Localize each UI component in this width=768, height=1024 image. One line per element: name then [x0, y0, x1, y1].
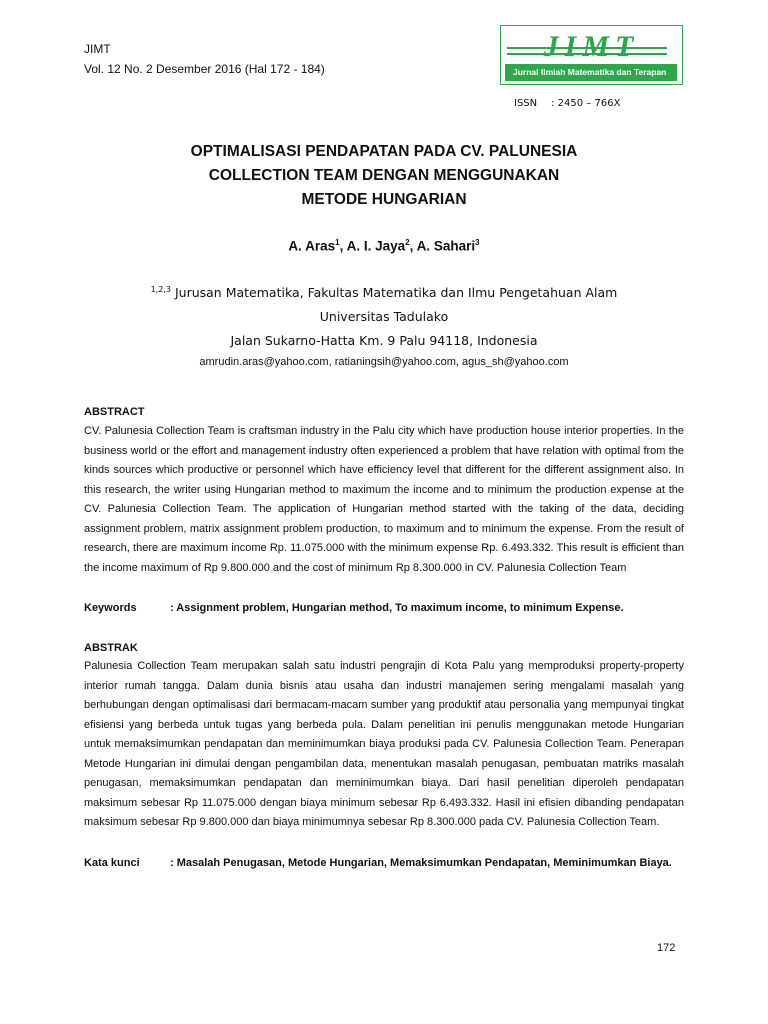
title-line: METODE HUNGARIAN [301, 191, 467, 208]
abstrak-heading: ABSTRAK [84, 642, 138, 654]
logo-text: JIMT [543, 30, 640, 63]
author-sup: 2 [405, 238, 410, 247]
abstract-text: CV. Palunesia Collection Team is craftsman industry in the Palu city which have production house interior properties. In the business world or the effort and management industry often experienced a problem that have relation with optimal from the kinds sources which productive or personnel which have efficiency level that different for the different assignment also. In this research, the writer using Hungarian method to maximum the income and to minimum the production expense at the CV. Palunesia Collection Team. The application of Hungarian method started with the taking of the data, deciding assignment problem, matrix assignment problem production, to maximum and to minimum the expense. From the result of research, there are maximum income Rp. 11.075.000 with the minimum expense Rp. 6.493.332. This result is efficient than the income maximum of Rp 9.800.000 and the cost of minimum Rp 8.300.000 in CV. Palunesia Collection Team [84, 425, 684, 574]
keywords-text: : Assignment problem, Hungarian method, To maximum income, to minimum Expense. [170, 602, 624, 614]
title-line: COLLECTION TEAM DENGAN MENGGUNAKAN [208, 167, 560, 184]
issn-value: : 2450 – 766X [551, 98, 621, 109]
author-sup: 3 [475, 238, 480, 247]
author-name: A. Sahari [416, 238, 476, 254]
author-list: A. Aras$^1$, A. I. Jaya$^2$, A. Sahari$^3$ [288, 238, 480, 254]
affiliation-line [84, 285, 684, 300]
kata-kunci-label: Kata kunci [84, 857, 140, 869]
affiliation-address: Jalan Sukarno-Hatta Km. 9 Palu 94118, Indonesia [230, 333, 538, 348]
paper-title [84, 140, 684, 212]
author-sup: 1 [335, 238, 340, 247]
abstract-keywords [84, 602, 704, 614]
author-name: A. Aras [288, 238, 336, 254]
keywords-label: Keywords [84, 602, 137, 614]
issn [514, 98, 620, 109]
issn-label: ISSN [514, 98, 538, 109]
kata-kunci-text: : Masalah Penugasan, Metode Hungarian, Memaksimumkan Pendapatan, Meminimumkan Biaya. [170, 857, 672, 869]
journal-name: JIMT [84, 42, 111, 56]
author-emails: amrudin.aras@yahoo.com, ratianingsih@yahoo.com, agus_sh@yahoo.com [199, 356, 569, 368]
affiliation-sup: 1,2,3 [150, 285, 171, 294]
title-line: OPTIMALISASI PENDAPATAN PADA CV. PALUNESIA [190, 143, 578, 160]
abstract-heading: ABSTRACT [84, 406, 145, 418]
affiliation-text: Jurusan Matematika, Fakultas Matematika dan Ilmu Pengetahuan Alam [174, 285, 618, 301]
author-name: A. I. Jaya [346, 238, 406, 254]
logo-subtitle: Jurnal Ilmiah Matematika dan Terapan [505, 64, 677, 81]
abstrak-keywords [84, 857, 704, 869]
journal-volume: Vol. 12 No. 2 Desember 2016 (Hal 172 - 184) [84, 62, 325, 76]
affiliation-university: Universitas Tadulako [319, 309, 449, 324]
journal-logo [500, 25, 683, 85]
page-number: 172 [657, 942, 676, 954]
abstrak-text: Palunesia Collection Team merupakan salah satu industri pengrajin di Kota Palu yang memproduksi property-property interior rumah tangga. Dalam dunia bisnis atau usaha dan industri manajemen sering mengalami masalah yang berhubungan dengan optimalisasi dari bermacam-macam sumber yang produktif atau personalia yang mempunyai tingkat efisiensi yang berbeda untuk tugas yang berbeda pula. Dalam penelitian ini penulis menggunakan metode Hungarian untuk memaksimumkan pendapatan dan meminimumkan biaya produksi pada CV. Palunesia Collection Team. Penerapan Metode Hungarian ini dimulai dengan pengambilan data, menentukan masalah penugasan, pembuatan matriks masalah penugasan, memaksimumkan pendapatan dan meminimumkan biaya. Dari hasil penelitian diperoleh pendapatan maksimum sebesar Rp 11.075.000 dengan biaya minimum sebesar Rp 6.493.332. Hasil ini efisien dibanding pendapatan maksimum sebesar Rp 9.800.000 dan biaya minimumnya sebesar Rp 8.300.000 pada CV. Palunesia Collection Team. [84, 660, 684, 828]
